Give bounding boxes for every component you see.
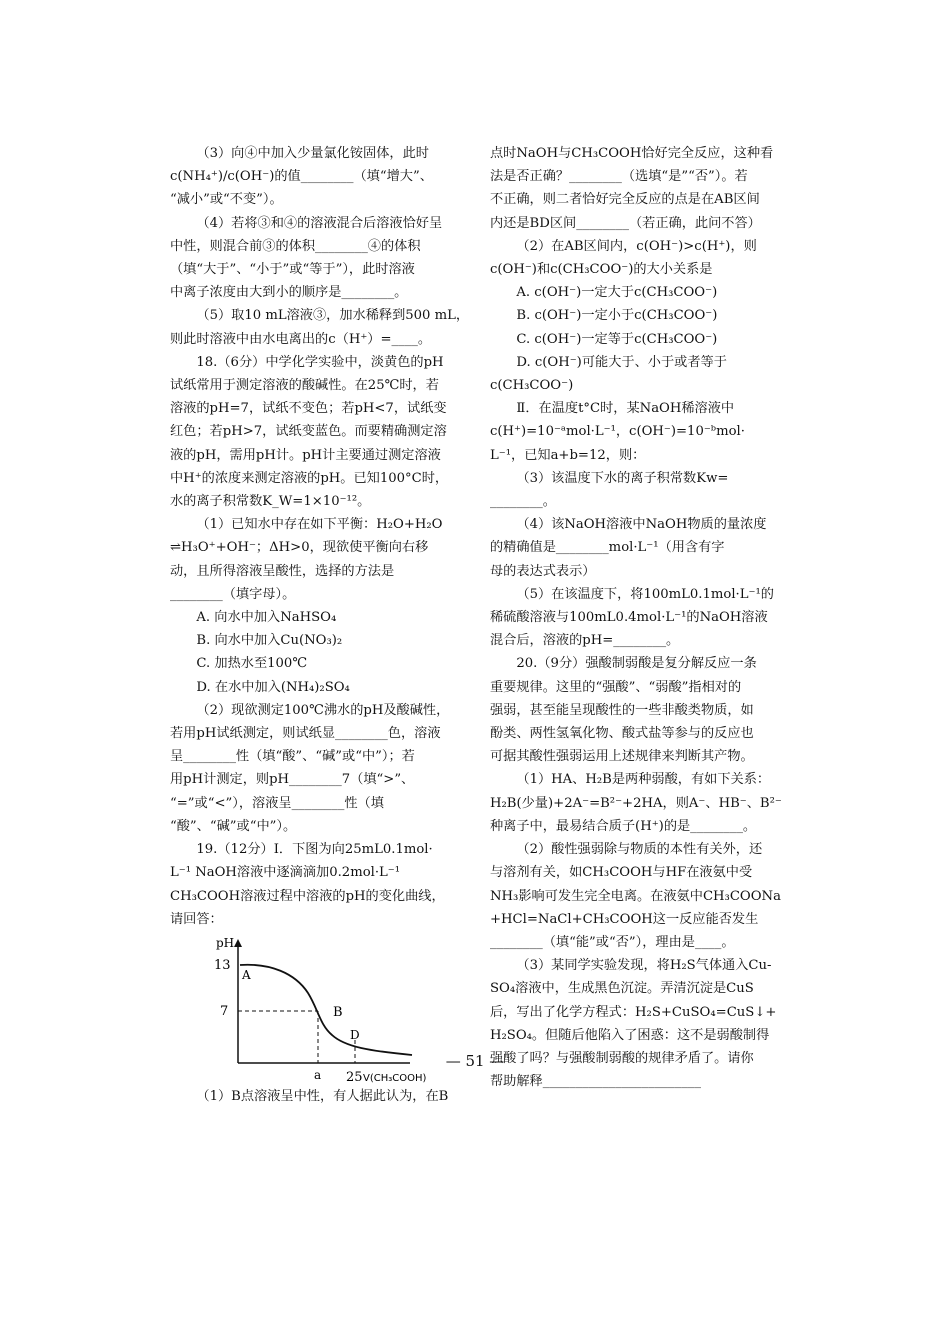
- r-line-16: （4）该NaOH溶液中NaOH物质的量浓度: [516, 517, 767, 533]
- q18-2-line4: 用pH计测定，则pH________7（填“>”、: [170, 772, 415, 788]
- r-line-5: c(OH⁻)和c(CH₃COO⁻)的大小关系是: [490, 262, 713, 278]
- q18-2-line5: “=”或“<”），溶液呈________性（填: [170, 795, 384, 811]
- q20-2-line2: 与溶剂有关，如CH₃COOH与HF在液氨中受: [490, 865, 753, 881]
- q19-2-option-c: C. c(OH⁻)一定等于c(CH₃COO⁻): [516, 331, 718, 347]
- q18-1-line4: ________（填字母）。: [170, 586, 296, 602]
- q20-3-line6: 帮助解释________________________: [490, 1074, 701, 1090]
- r-line-12: c(H⁺)=10⁻ᵃmol·L⁻¹，c(OH⁻)=10⁻ᵇmol·: [490, 424, 745, 440]
- ph-curve: [240, 965, 412, 1055]
- point-d-label: D: [350, 1027, 360, 1042]
- q17-4-line1: （4）若将③和④的溶液混合后溶液恰好呈: [196, 215, 443, 231]
- point-a-label: A: [242, 967, 251, 982]
- q19-line1: 19.（12分）Ⅰ．下图为向25mL0.1mol·: [196, 842, 433, 858]
- left-column: [170, 142, 470, 1108]
- y-tick-7: 7: [220, 1003, 229, 1019]
- q20-line1: 20.（9分）强酸制弱酸是复分解反应一条: [516, 656, 757, 672]
- q18-line1: 18.（6分）中学化学实验中，淡黄色的pH: [196, 354, 444, 370]
- q17-4-line3: （填“大于”、“小于”或“等于”），此时溶液: [170, 262, 415, 278]
- r-line-4: （2）在AB区间内，c(OH⁻)>c(H⁺)，则: [516, 238, 757, 254]
- r-line-2: 不正确，则二者恰好完全反应的点是在AB区间: [490, 192, 760, 208]
- q18-2-line3: 呈________性（填“酸”、“碱”或“中”）；若: [170, 749, 415, 765]
- y-axis-arrow: [234, 939, 242, 947]
- r-line-11: Ⅱ．在温度t°C时，某NaOH稀溶液中: [516, 401, 735, 417]
- q18-option-c: C. 加热水至100℃: [196, 656, 308, 672]
- q20-2-line4: +HCl=NaCl+CH₃COOH这一反应能否发生: [490, 911, 759, 927]
- y-tick-13: 13: [214, 957, 231, 973]
- q20-2-line5: ________（填“能”或“否”），理由是____。: [490, 934, 735, 950]
- q17-5-line1: （5）取10 mL溶液③，加水稀释到500 mL，: [196, 308, 470, 324]
- q18-line4: 红色；若pH>7，试纸变蓝色。而要精确测定溶: [170, 424, 447, 440]
- r-line-21: 混合后，溶液的pH=________。: [490, 633, 680, 649]
- q20-line3: 强弱，甚至能呈现酸性的一些非酸类物质，如: [490, 702, 754, 718]
- r-line-1: 法是否正确？________（选填“是”“否”）。若: [490, 169, 748, 185]
- q18-1-line2: ⇌H₃O⁺+OH⁻；ΔH>0，现欲使平衡向右移: [170, 540, 429, 556]
- q18-line7: 水的离子积常数K_W=1×10⁻¹²。: [170, 494, 371, 510]
- q18-option-d: D. 在水中加入(NH₄)₂SO₄: [196, 679, 350, 695]
- q18-2-line1: （2）现欲测定100℃沸水的pH及酸碱性，: [196, 702, 450, 718]
- q20-3-line5: 强酸了吗？与强酸制弱酸的规律矛盾了。请你: [490, 1050, 754, 1066]
- q19-line2: L⁻¹ NaOH溶液中逐滴滴加0.2mol·L⁻¹: [170, 865, 401, 881]
- q19-line4: 请回答：: [170, 911, 223, 927]
- q18-line3: 溶液的pH=7，试纸不变色；若pH<7，试纸变: [170, 401, 447, 417]
- y-axis-label: pH: [216, 935, 235, 950]
- r-line-15: ________。: [490, 494, 556, 510]
- point-b-label: B: [333, 1004, 343, 1020]
- q20-line4: 酚类、两性氢氧化物、酸式盐等参与的反应也: [490, 726, 754, 742]
- q19-2-option-a: A. c(OH⁻)一定大于c(CH₃COO⁻): [516, 285, 718, 301]
- r-line-3: 内还是BD区间________（若正确，此问不答）: [490, 215, 761, 231]
- q17-5-line2: 则此时溶液中由水电离出的c（H⁺）=____。: [170, 331, 432, 347]
- q20-3-line2: SO₄溶液中，生成黑色沉淀。弄清沉淀是CuS: [490, 981, 754, 997]
- x-tick-25: 25: [346, 1069, 363, 1085]
- q18-option-a: A. 向水中加入NaHSO₄: [196, 610, 337, 626]
- q18-2-line2: 若用pH试纸测定，则试纸显________色，溶液: [170, 726, 441, 742]
- q18-1-line1: （1）已知水中存在如下平衡：H₂O+H₂O: [196, 517, 443, 533]
- q18-line6: 中H⁺的浓度来测定溶液的pH。已知100°C时，: [170, 470, 449, 486]
- q17-4-line2: 中性，则混合前③的体积________④的体积: [170, 238, 421, 254]
- page-number: — 51 —: [445, 1052, 505, 1070]
- r-line-19: （5）在该温度下，将100mL0.1mol·L⁻¹的: [516, 586, 774, 602]
- x-tick-a: a: [314, 1067, 322, 1082]
- q20-3-line3: 后，写出了化学方程式：H₂S+CuSO₄=CuS↓+: [490, 1004, 777, 1020]
- r-line-14: （3）该温度下水的离子积常数Kw=: [516, 470, 729, 486]
- q19-2-option-b: B. c(OH⁻)一定小于c(CH₃COO⁻): [516, 308, 718, 324]
- r-line-18: 母的表达式表示）: [490, 563, 596, 579]
- q18-line5: 液的pH，需用pH计。pH计主要通过测定溶液: [170, 447, 441, 463]
- q17-3-line1: （3）向④中加入少量氯化铵固体，此时: [196, 146, 429, 161]
- r-line-17: 的精确值是________mol·L⁻¹（用含有字: [490, 540, 725, 556]
- q17-4-line4: 中离子浓度由大到小的顺序是________。: [170, 285, 408, 301]
- q19-line3: CH₃COOH溶液过程中溶液的pH的变化曲线，: [170, 888, 445, 904]
- q17-3-line2: c(NH₄⁺)/c(OH⁻)的值________（填“增大”、: [170, 169, 433, 185]
- r-line-13: L⁻¹，已知a+b=12，则：: [490, 447, 646, 463]
- q18-1-line3: 动，且所得溶液呈酸性，选择的方法是: [170, 563, 395, 579]
- x-axis-label: V(CH₃COOH): [363, 1072, 427, 1084]
- q18-option-b: B. 向水中加入Cu(NO₃)₂: [196, 633, 343, 649]
- r-line-0: 点时NaOH与CH₃COOH恰好完全反应，这种看: [490, 146, 774, 161]
- q20-2-line1: （2）酸性强弱除与物质的本性有关外，还: [516, 842, 763, 858]
- r-line-20: 稀硫酸溶液与100mL0.4mol·L⁻¹的NaOH溶液: [490, 610, 768, 626]
- q19-2-option-d: D. c(OH⁻)可能大于、小于或者等于: [516, 354, 727, 370]
- r-line-10: c(CH₃COO⁻): [490, 378, 574, 394]
- q20-3-line4: H₂SO₄。但随后他陷入了困惑：这不是弱酸制得: [490, 1027, 770, 1043]
- q20-line5: 可据其酸性强弱运用上述规律来判断其产物。: [490, 749, 754, 765]
- q18-line2: 试纸常用于测定溶液的酸碱性。在25℃时，若: [170, 378, 439, 394]
- q20-line2: 重要规律。这里的“强酸”、“弱酸”指相对的: [490, 679, 742, 695]
- q20-2-line3: NH₃影响可发生完全电离。在液氨中CH₃COONa: [490, 888, 781, 904]
- q20-1-line2: H₂B(少量)+2A⁻=B²⁻+2HA，则A⁻、HB⁻、B²⁻: [490, 795, 782, 811]
- q20-1-line3: 种离子中，最易结合质子(H⁺)的是________。: [490, 818, 757, 834]
- q19-1-line1: （1）B点溶液呈中性，有人据此认为，在B: [196, 1088, 449, 1104]
- q20-1-line1: （1）HA、H₂B是两种弱酸，有如下关系：: [516, 772, 771, 788]
- q20-3-line1: （3）某同学实验发现，将H₂S气体通入Cu-: [516, 958, 772, 974]
- q18-2-line6: “酸”、“碱”或“中”）。: [170, 818, 297, 834]
- right-column: [490, 142, 790, 1093]
- q17-3-line3: “减小”或“不变”）。: [170, 192, 283, 208]
